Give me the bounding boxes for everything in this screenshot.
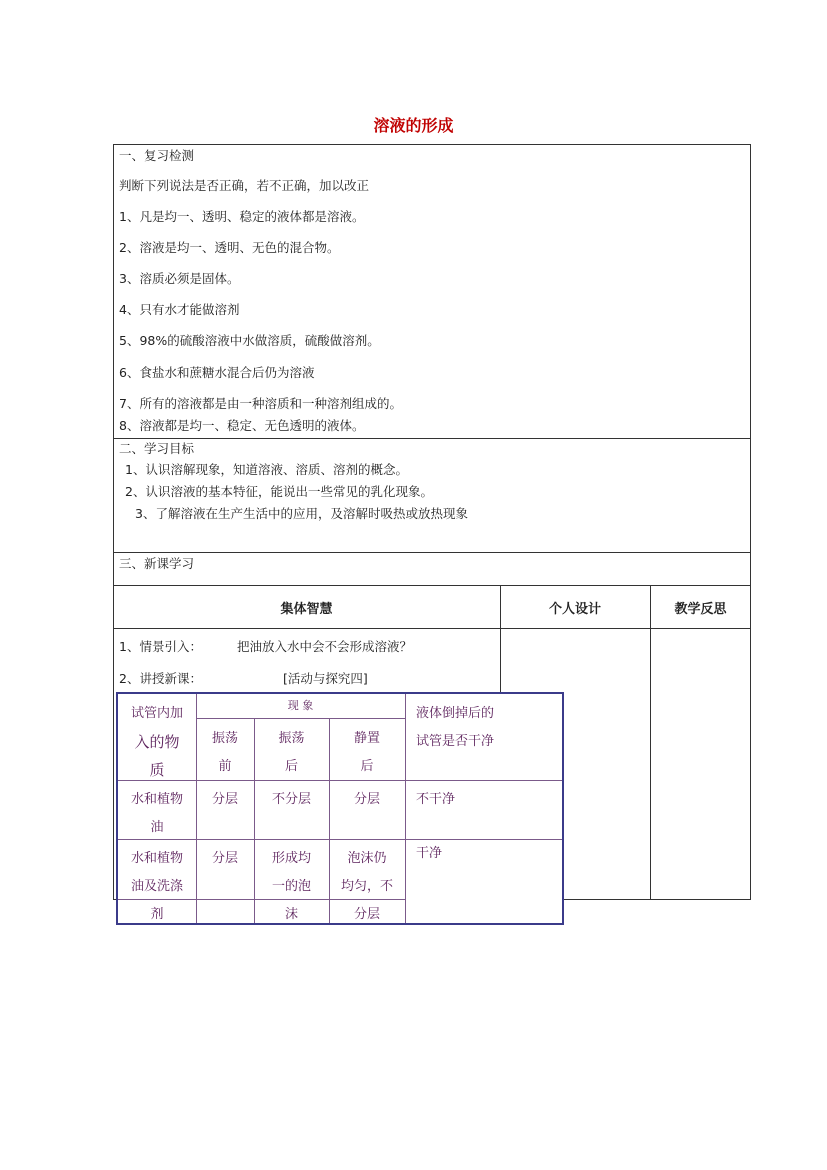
teaching-label: 2、讲授新课： [119, 671, 202, 686]
header-phenomenon: 现 象 [287, 699, 314, 712]
review-instruction: 判断下列说法是否正确，若不正确，加以改正 [119, 178, 370, 193]
divider [405, 694, 406, 923]
row1-clean: 不干净 [416, 792, 456, 807]
row1-substance: 水和植物 油 [130, 792, 183, 835]
intro-question: 把油放入水中会不会形成溶液？ [237, 639, 413, 654]
divider [196, 718, 405, 719]
review-item: 5、98%的硫酸溶液中水做溶质，硫酸做溶剂。 [119, 333, 380, 348]
header-clean: 液体倒掉后的 试管是否干净 [416, 706, 495, 749]
header-before-shake: 振荡 前 [211, 731, 238, 774]
review-item: 1、凡是均一、透明、稳定的液体都是溶液。 [119, 209, 365, 224]
row1-after: 不分层 [271, 792, 311, 807]
review-heading: 一、复习检测 [119, 148, 195, 163]
review-item: 7、所有的溶液都是由一种溶质和一种溶剂组成的。 [119, 396, 402, 411]
goal-item: 3、了解溶液在生产生活中的应用，及溶解时吸热或放热现象 [135, 506, 468, 521]
header-substance: 试管内加 入的物 质 [130, 706, 183, 779]
intro-label: 1、情景引入： [119, 639, 202, 654]
column-header-personal: 个人设计 [548, 602, 601, 617]
goal-item: 1、认识溶解现象，知道溶液、溶质、溶剂的概念。 [125, 462, 408, 477]
header-after-shake: 振荡 后 [278, 731, 305, 774]
row1-before: 分层 [211, 792, 238, 807]
review-item: 3、溶质必须是固体。 [119, 271, 240, 286]
divider [113, 552, 751, 553]
divider [113, 628, 751, 629]
row2-substance: 水和植物 油及洗涤 剂 [130, 851, 183, 921]
review-item: 8、溶液都是均一、稳定、无色透明的液体。 [119, 418, 365, 433]
header-after-settle: 静置 后 [353, 731, 380, 774]
activity-label: [活动与探究四] [283, 671, 368, 686]
row2-after: 形成均 一的泡 沫 [271, 851, 311, 921]
row2-before: 分层 [211, 851, 238, 866]
newlesson-heading: 三、新课学习 [119, 556, 195, 571]
row2-clean: 干净 [416, 846, 443, 861]
goals-heading: 二、学习目标 [119, 441, 195, 456]
divider [113, 585, 751, 586]
row1-settled: 分层 [353, 792, 380, 807]
document-title: 溶液的形成 [373, 116, 454, 135]
divider [650, 585, 651, 900]
column-header-reflection: 教学反思 [674, 602, 727, 617]
review-item: 6、食盐水和蔗糖水混合后仍为溶液 [119, 365, 315, 380]
row2-settled: 泡沫仍 均匀，不 分层 [340, 851, 393, 921]
goal-item: 2、认识溶液的基本特征，能说出一些常见的乳化现象。 [125, 484, 433, 499]
column-header-collective: 集体智慧 [280, 602, 333, 617]
divider [113, 438, 751, 439]
review-item: 4、只有水才能做溶剂 [119, 302, 240, 317]
review-item: 2、溶液是均一、透明、无色的混合物。 [119, 240, 340, 255]
